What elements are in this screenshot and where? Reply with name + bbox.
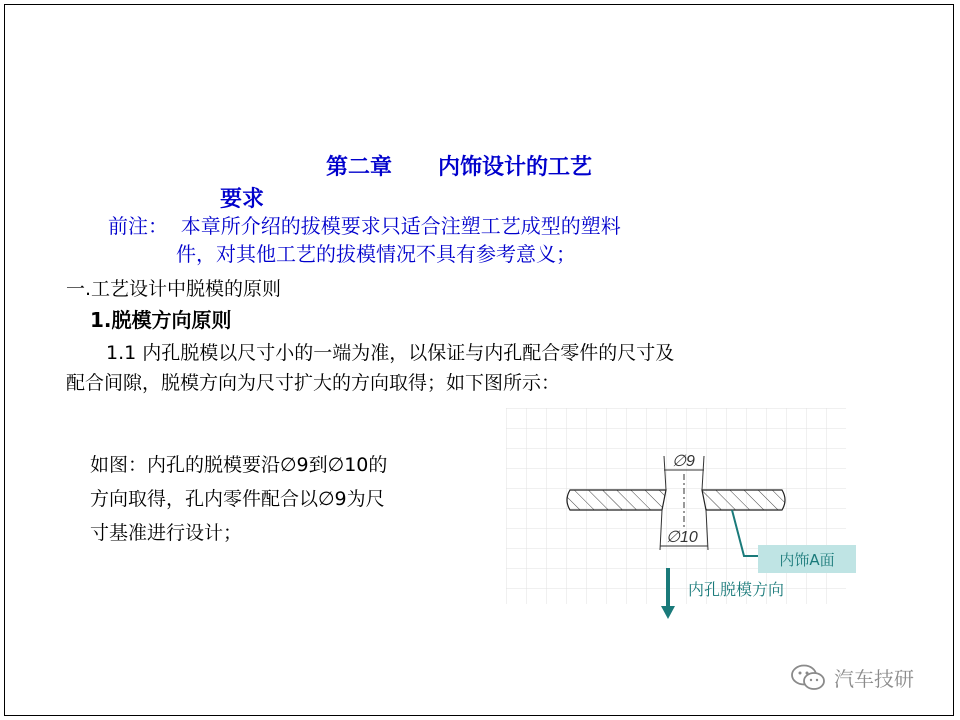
preface-note-line1: 前注： 本章所介绍的拔模要求只适合注塑工艺成型的塑料 — [108, 214, 621, 238]
dim-bottom-label: ∅10 — [666, 529, 698, 546]
plate-left — [567, 490, 666, 510]
watermark-text: 汽车技研 — [834, 666, 914, 691]
chapter-title-continued: 要求 — [220, 187, 265, 212]
subsection-heading: 1.脱模方向原则 — [90, 308, 232, 332]
chapter-title: 第二章 内饰设计的工艺 — [326, 155, 592, 180]
figure-description — [90, 448, 480, 550]
plate-right — [702, 490, 785, 510]
section-heading: 一.工艺设计中脱模的原则 — [66, 278, 282, 300]
description-line3: 寸基准进行设计； — [90, 522, 243, 544]
demold-direction-label: 内孔脱模方向 — [688, 580, 785, 599]
paragraph-line2: 配合间隙，脱模方向为尺寸扩大的方向取得；如下图所示： — [66, 372, 561, 394]
surface-a-label: 内饰A面 — [758, 545, 856, 573]
description-line2: 方向取得，孔内零件配合以∅9为尺 — [90, 488, 385, 510]
dim-top-label: ∅9 — [672, 453, 695, 470]
preface-note-line2: 件，对其他工艺的拔模情况不具有参考意义； — [176, 242, 576, 266]
description-line1: 如图：内孔的脱模要沿∅9到∅10的 — [90, 454, 388, 476]
watermark — [790, 662, 914, 692]
wechat-icon — [790, 663, 826, 691]
demold-direction-arrow — [658, 566, 678, 620]
paragraph-line1: 1.1 内孔脱模以尺寸小的一端为准，以保证与内孔配合零件的尺寸及 — [106, 342, 675, 364]
